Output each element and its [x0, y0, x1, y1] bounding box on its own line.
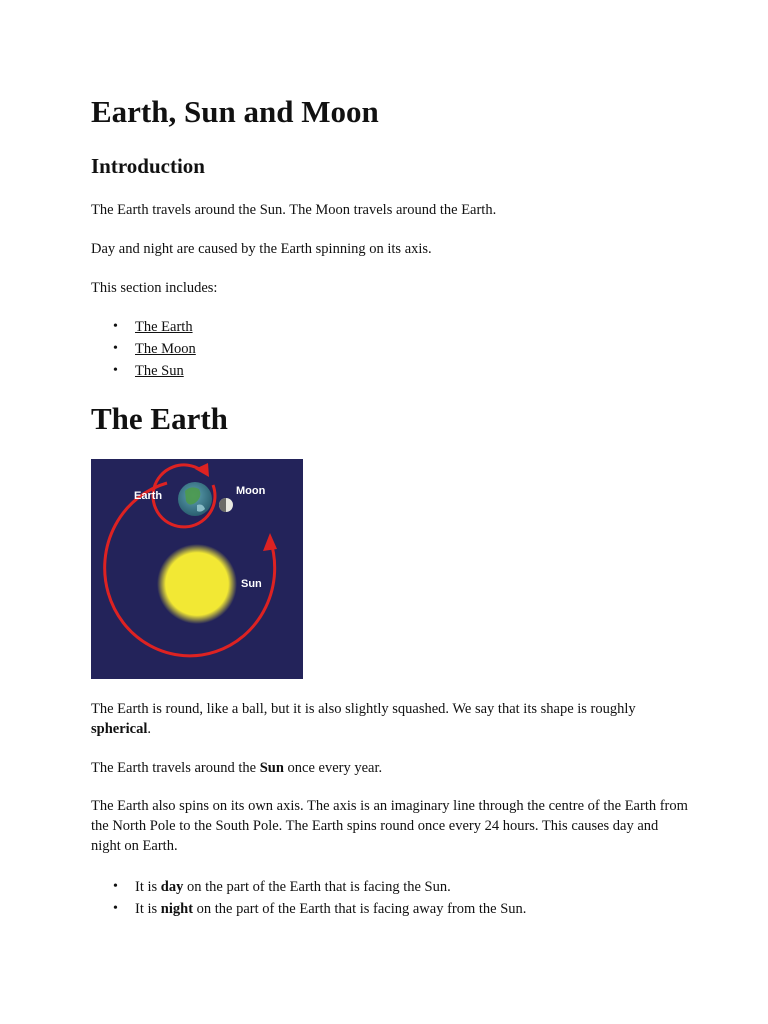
day-night-list [91, 876, 526, 920]
earth-paragraph-1: The Earth is round, like a ball, but it is also slightly squashed. We say that its shape is roughly spherical. [91, 701, 636, 737]
link-the-moon[interactable]: The Moon [135, 341, 196, 357]
sun-icon [157, 544, 237, 624]
term-night: night [160, 901, 194, 917]
intro-paragraph-2: Day and night are caused by the Earth spinning on its axis. [91, 241, 432, 257]
list-item: • It is night on the part of the Earth that is facing away from the Sun. [91, 898, 526, 920]
moon-label: Moon [236, 485, 266, 497]
section-links-list [91, 316, 196, 382]
intro-paragraph-3: This section includes: [91, 280, 218, 296]
intro-paragraph-1: The Earth travels around the Sun. The Moon travels around the Earth. [91, 202, 497, 218]
earth-paragraph-2: The Earth travels around the Sun once every year. [91, 760, 383, 776]
link-the-sun[interactable]: The Sun [135, 363, 184, 379]
term-sun: Sun [259, 760, 284, 776]
orbit-diagram [91, 459, 303, 679]
term-spherical: spherical [91, 721, 148, 737]
list-item [91, 360, 196, 382]
earth-label: Earth [134, 490, 163, 502]
list-item: • It is day on the part of the Earth that is facing the Sun. [91, 876, 526, 898]
earth-paragraph-3: The Earth also spins on its own axis. The axis is an imaginary line through the centre of the Earth from the North Pole to the South Pole. The Earth spins round once every 24 hours. This causes day and night on Earth. [91, 798, 688, 854]
link-the-earth[interactable]: The Earth [135, 319, 193, 335]
term-day: day [160, 879, 184, 895]
list-item [91, 316, 196, 338]
introduction-heading: Introduction [91, 154, 205, 178]
sun-label: Sun [241, 578, 262, 590]
page-title: Earth, Sun and Moon [91, 94, 379, 129]
list-item [91, 338, 196, 360]
the-earth-heading: The Earth [91, 401, 228, 436]
earth-sun-moon-diagram [91, 459, 303, 679]
